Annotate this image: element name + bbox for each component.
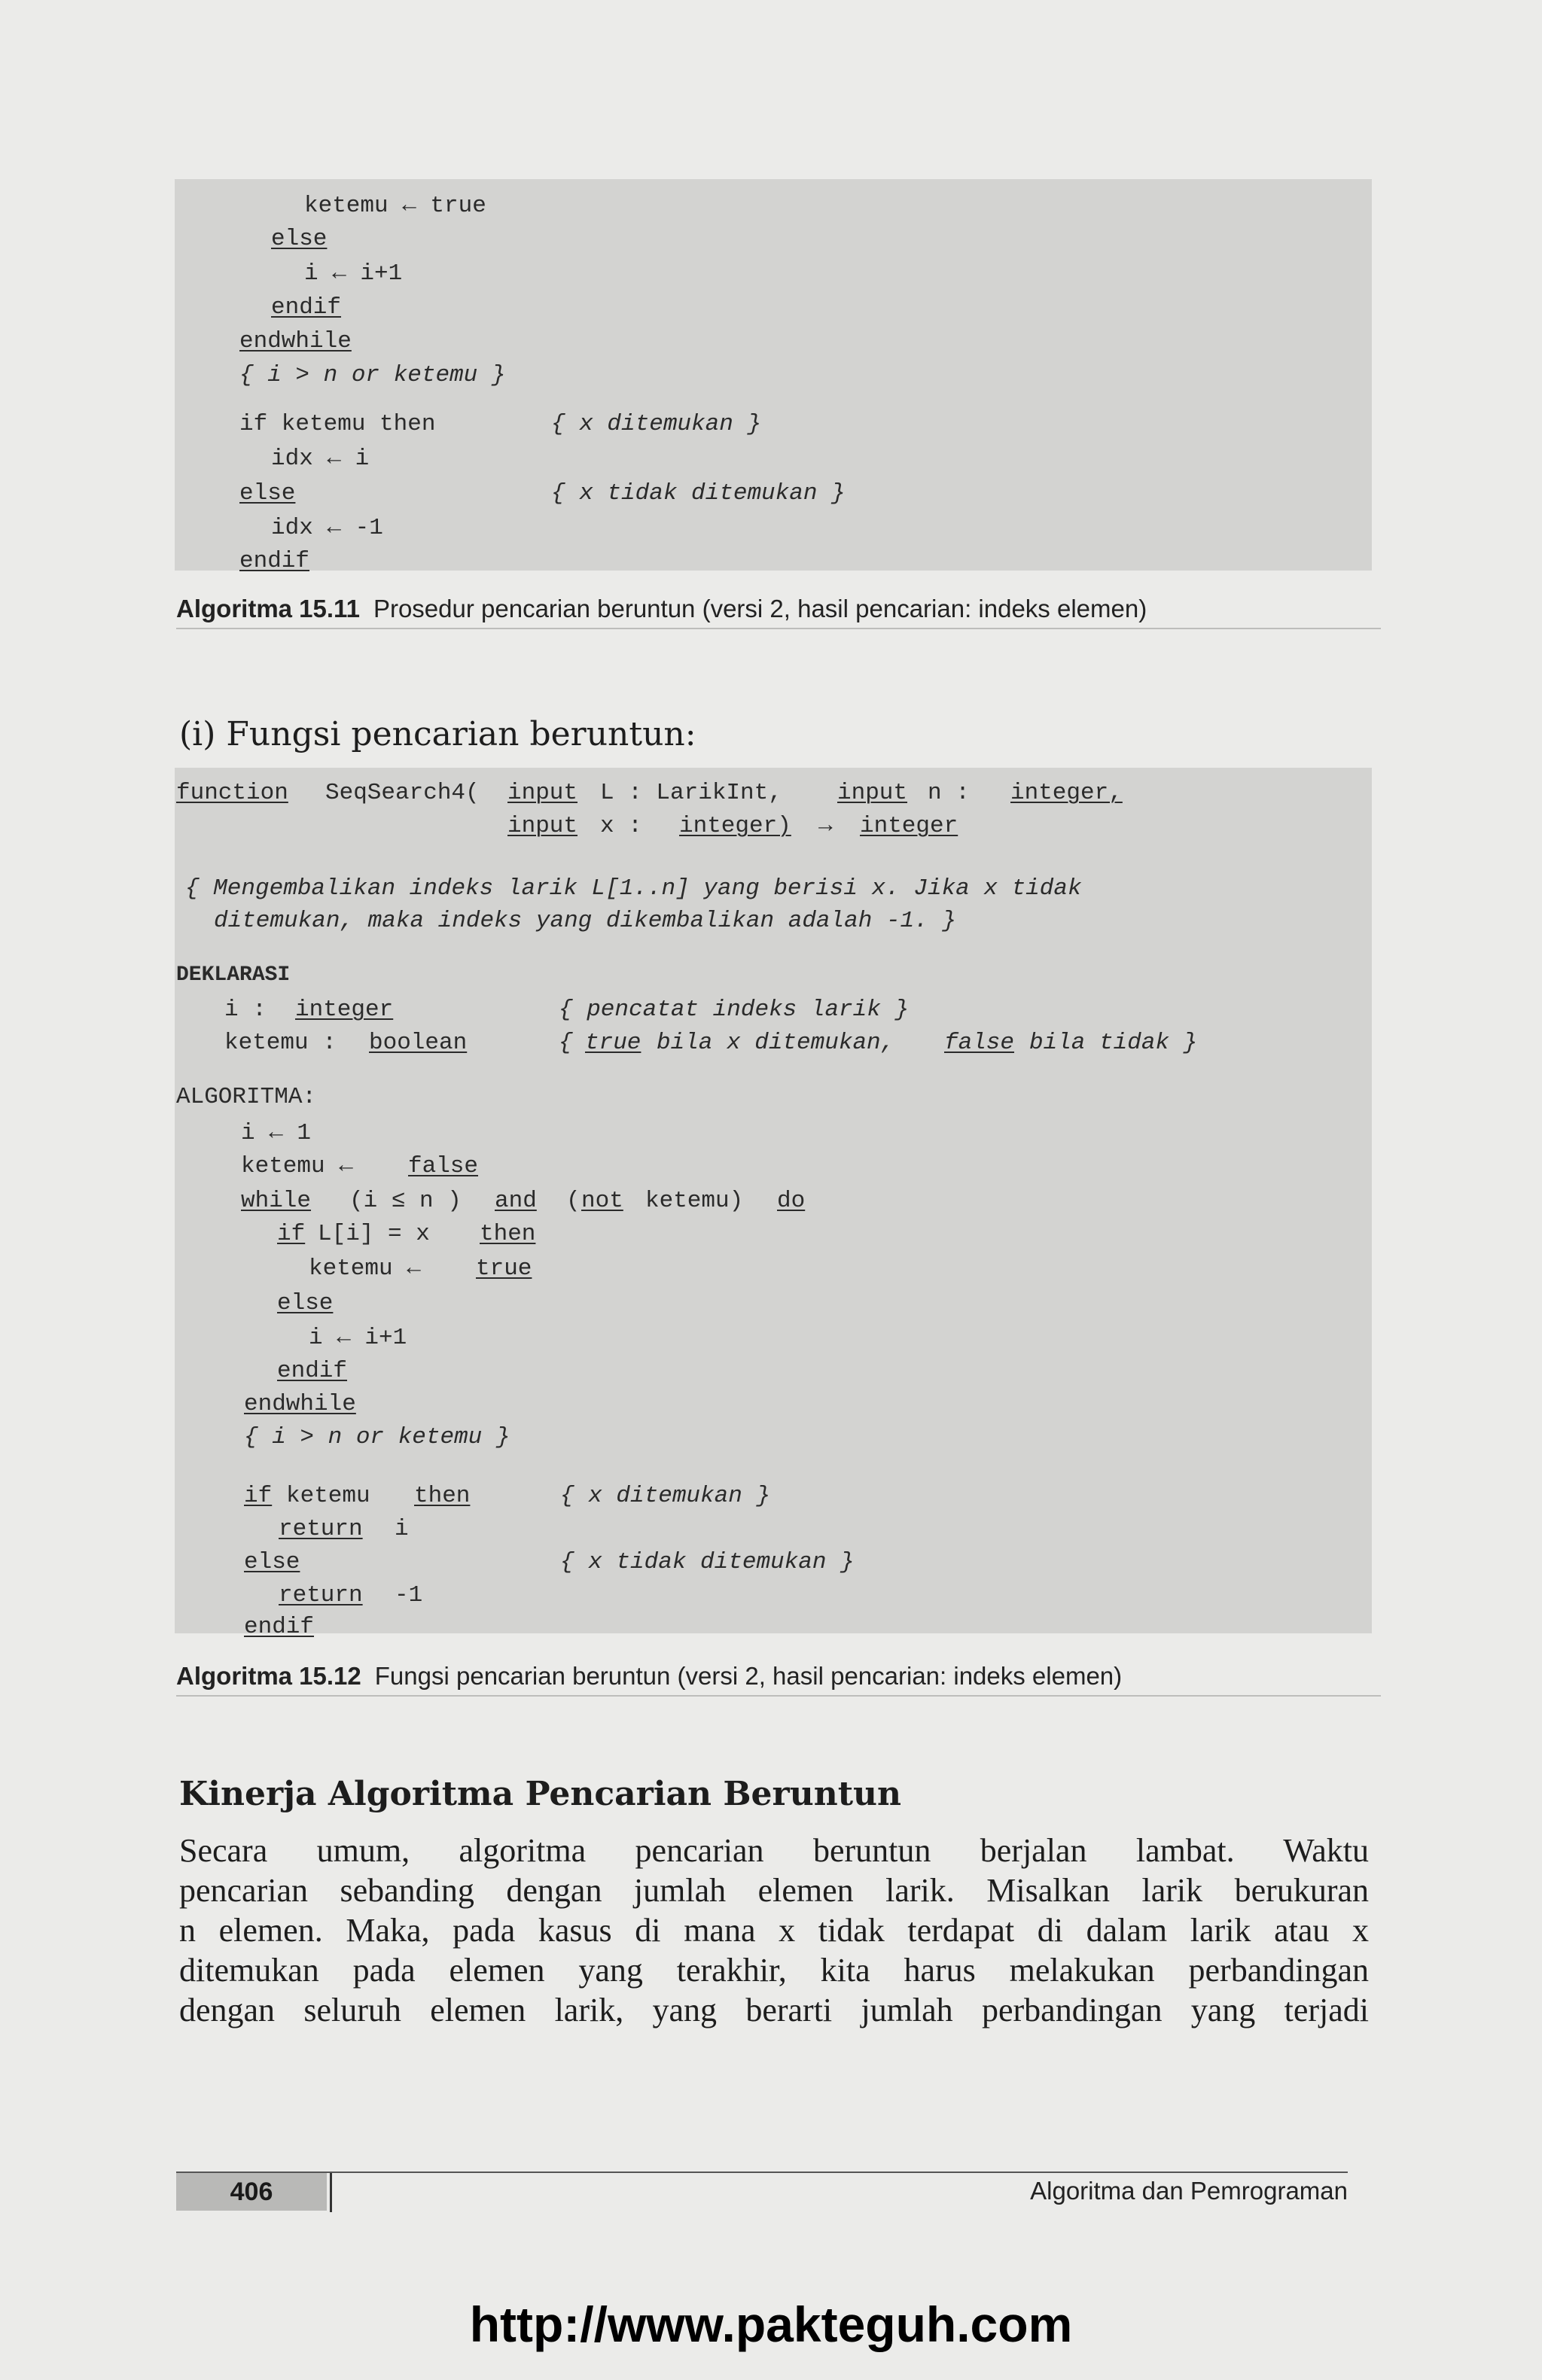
keyword-integer: integer) <box>679 813 791 839</box>
section-algoritma: ALGORITMA: <box>176 1084 317 1110</box>
code-line: ketemu ← true <box>304 193 486 219</box>
code-comment: bila x ditemukan, <box>657 1030 895 1056</box>
code-line: i ← i+1 <box>304 260 403 287</box>
keyword-endif: endif <box>239 548 310 574</box>
keyword-else: else <box>244 1549 300 1575</box>
page-number-box <box>176 2173 327 2211</box>
code-line: (i ≤ n ) <box>349 1188 462 1214</box>
caption-label: Algoritma 15.11 <box>176 595 360 622</box>
keyword-not: not <box>581 1188 623 1214</box>
code-line: ketemu : <box>224 1030 337 1056</box>
code-comment: { x ditemukan } <box>560 1483 771 1509</box>
code-comment: { pencatat indeks larik } <box>559 997 910 1023</box>
keyword-return: return <box>279 1582 363 1608</box>
arrow-symbol: → <box>818 813 833 839</box>
caption-15-12 <box>176 1662 1381 1697</box>
page-number: 406 <box>230 2178 273 2206</box>
code-line: i ← i+1 <box>309 1325 407 1351</box>
keyword-do: do <box>777 1188 806 1214</box>
footer-rule <box>176 2172 1348 2173</box>
keyword-false: false <box>944 1030 1015 1056</box>
section-deklarasi: DEKLARASI <box>176 963 291 987</box>
keyword-then: then <box>480 1221 536 1247</box>
code-line: i ← 1 <box>241 1120 312 1146</box>
code-comment: { i > n or ketemu } <box>239 362 506 388</box>
keyword-then: then <box>414 1483 471 1509</box>
section-heading: (i) Fungsi pencarian beruntun: <box>179 715 696 753</box>
watermark-url: http://www.pakteguh.com <box>469 2296 1073 2352</box>
keyword-if: if <box>244 1483 273 1509</box>
keyword-boolean: boolean <box>369 1030 468 1056</box>
code-block-15-12 <box>175 768 1372 1640</box>
body-paragraph <box>179 1831 1369 2030</box>
section-heading: Kinerja Algoritma Pencarian Beruntun <box>179 1775 901 1813</box>
code-line: L[i] = x <box>318 1221 430 1247</box>
keyword-function: function <box>176 780 288 806</box>
keyword-else: else <box>277 1290 334 1316</box>
code-param: x : <box>600 813 642 839</box>
keyword-endif: endif <box>277 1358 348 1384</box>
footer-divider <box>330 2173 332 2212</box>
caption-text: Prosedur pencarian beruntun (versi 2, hasil pencarian: indeks elemen) <box>373 595 1147 622</box>
keyword-else: else <box>271 226 328 252</box>
keyword-and: and <box>495 1188 537 1214</box>
keyword-if: if <box>277 1221 306 1247</box>
keyword-input: input <box>507 813 578 839</box>
code-line: ketemu ← <box>309 1255 421 1282</box>
code-comment: { i > n or ketemu } <box>244 1424 510 1450</box>
keyword-endif: endif <box>244 1614 315 1640</box>
keyword-endwhile: endwhile <box>244 1391 356 1417</box>
keyword-false: false <box>408 1153 479 1179</box>
paragraph-line: ditemukan pada elemen yang terakhir, kita harus melakukan perbandingan <box>179 1952 1369 1989</box>
keyword-return: return <box>279 1516 363 1542</box>
keyword-endif: endif <box>271 294 342 321</box>
code-comment: ditemukan, maka indeks yang dikembalikan adalah -1. } <box>214 908 956 934</box>
keyword-integer: integer <box>860 813 958 839</box>
code-block-15-11 <box>175 179 1372 574</box>
code-line: idx ← -1 <box>271 515 383 541</box>
code-line: ketemu) <box>645 1188 744 1214</box>
keyword-else: else <box>239 480 296 507</box>
book-title: Algoritma dan Pemrograman <box>1030 2177 1348 2205</box>
code-comment: bila tidak } <box>1029 1030 1198 1056</box>
paragraph-line: pencarian sebanding dengan jumlah elemen larik. Misalkan larik berukuran <box>179 1872 1369 1909</box>
code-paren: ( <box>566 1188 581 1214</box>
code-line: i : <box>224 997 267 1023</box>
code-line: idx ← i <box>271 446 370 472</box>
code-param: n : <box>928 780 970 806</box>
code-comment: { Mengembalikan indeks larik L[1..n] yang berisi x. Jika x tidak <box>185 875 1082 902</box>
caption-text: Fungsi pencarian beruntun (versi 2, hasil pencarian: indeks elemen) <box>374 1662 1123 1690</box>
code-line: ketemu ← <box>241 1153 353 1179</box>
code-comment: { x tidak ditemukan } <box>551 480 846 507</box>
code-line: -1 <box>395 1582 423 1608</box>
code-comment: { x tidak ditemukan } <box>560 1549 855 1575</box>
code-line: if ketemu then <box>239 411 436 437</box>
keyword-true: true <box>476 1255 532 1282</box>
code-line: ketemu <box>286 1483 370 1509</box>
paragraph-line: n elemen. Maka, pada kasus di mana x tidak terdapat di dalam larik atau x <box>179 1912 1369 1949</box>
keyword-input: input <box>507 780 578 806</box>
paragraph-line: dengan seluruh elemen larik, yang berarti jumlah perbandingan yang terjadi <box>179 1992 1369 2028</box>
keyword-true: true <box>585 1030 641 1056</box>
keyword-integer: integer <box>295 997 394 1023</box>
caption-label: Algoritma 15.12 <box>176 1662 361 1690</box>
paragraph-line: Secara umum, algoritma pencarian beruntun berjalan lambat. Waktu <box>179 1832 1369 1869</box>
keyword-input: input <box>837 780 908 806</box>
keyword-while: while <box>241 1188 312 1214</box>
code-comment: { x ditemukan } <box>551 411 762 437</box>
keyword-integer: integer, <box>1010 780 1123 806</box>
code-line: i <box>395 1516 409 1542</box>
keyword-endwhile: endwhile <box>239 328 352 355</box>
code-comment: { <box>559 1030 573 1056</box>
caption-15-11 <box>176 595 1381 629</box>
code-param: L : LarikInt, <box>600 780 782 806</box>
function-name: SeqSearch4( <box>325 780 480 806</box>
